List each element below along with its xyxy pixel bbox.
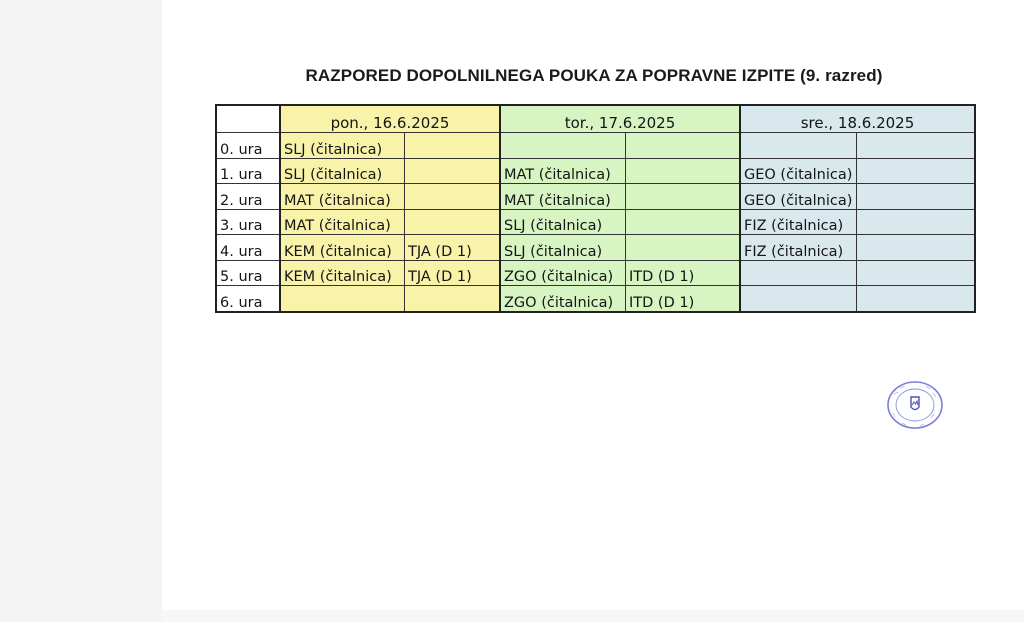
wednesday-slot-secondary <box>857 209 976 235</box>
monday-slot-primary: MAT (čitalnica) <box>280 209 405 235</box>
wednesday-slot-primary: GEO (čitalnica) <box>740 158 857 184</box>
monday-slot-secondary: TJA (D 1) <box>405 260 501 286</box>
monday-slot-secondary <box>405 133 501 159</box>
tuesday-slot-primary: ZGO (čitalnica) <box>500 260 626 286</box>
monday-slot-primary <box>280 286 405 312</box>
wednesday-slot-primary: FIZ (čitalnica) <box>740 209 857 235</box>
wednesday-slot-secondary <box>857 184 976 210</box>
tuesday-slot-secondary <box>626 209 741 235</box>
tuesday-slot-secondary <box>626 133 741 159</box>
table-row <box>216 184 975 210</box>
wednesday-slot-primary <box>740 286 857 312</box>
tuesday-slot-secondary <box>626 184 741 210</box>
table-row <box>216 235 975 261</box>
monday-slot-secondary <box>405 158 501 184</box>
wednesday-slot-primary <box>740 260 857 286</box>
wednesday-slot-secondary <box>857 133 976 159</box>
table-header-row <box>216 105 975 133</box>
period-label: 2. ura <box>216 184 280 210</box>
monday-slot-secondary <box>405 184 501 210</box>
corner-cell <box>216 105 280 133</box>
period-label: 0. ura <box>216 133 280 159</box>
wednesday-slot-secondary <box>857 260 976 286</box>
day-header-tuesday: tor., 17.6.2025 <box>500 105 740 133</box>
monday-slot-primary: MAT (čitalnica) <box>280 184 405 210</box>
monday-slot-primary: KEM (čitalnica) <box>280 235 405 261</box>
table-row <box>216 286 975 312</box>
wednesday-slot-primary: GEO (čitalnica) <box>740 184 857 210</box>
table-row <box>216 209 975 235</box>
monday-slot-primary: SLJ (čitalnica) <box>280 133 405 159</box>
tuesday-slot-primary: SLJ (čitalnica) <box>500 209 626 235</box>
wednesday-slot-secondary <box>857 286 976 312</box>
tuesday-slot-primary: ZGO (čitalnica) <box>500 286 626 312</box>
day-header-monday: pon., 16.6.2025 <box>280 105 500 133</box>
page-title: RAZPORED DOPOLNILNEGA POUKA ZA POPRAVNE IZPITE (9. razred) <box>305 66 883 85</box>
monday-slot-secondary <box>405 286 501 312</box>
schedule-table <box>215 104 976 313</box>
monday-slot-primary: KEM (čitalnica) <box>280 260 405 286</box>
tuesday-slot-primary: MAT (čitalnica) <box>500 158 626 184</box>
table-row <box>216 260 975 286</box>
period-label: 5. ura <box>216 260 280 286</box>
period-label: 3. ura <box>216 209 280 235</box>
tuesday-slot-primary: MAT (čitalnica) <box>500 184 626 210</box>
table-row <box>216 158 975 184</box>
period-label: 1. ura <box>216 158 280 184</box>
table-row <box>216 133 975 159</box>
scan-margin <box>0 0 162 622</box>
tuesday-slot-secondary: ITD (D 1) <box>626 286 741 312</box>
official-stamp-icon <box>886 380 944 430</box>
wednesday-slot-primary: FIZ (čitalnica) <box>740 235 857 261</box>
period-label: 6. ura <box>216 286 280 312</box>
wednesday-slot-secondary <box>857 235 976 261</box>
wednesday-slot-primary <box>740 133 857 159</box>
monday-slot-secondary: TJA (D 1) <box>405 235 501 261</box>
period-label: 4. ura <box>216 235 280 261</box>
tuesday-slot-secondary: ITD (D 1) <box>626 260 741 286</box>
tuesday-slot-secondary <box>626 235 741 261</box>
tuesday-slot-primary <box>500 133 626 159</box>
monday-slot-primary: SLJ (čitalnica) <box>280 158 405 184</box>
tuesday-slot-primary: SLJ (čitalnica) <box>500 235 626 261</box>
monday-slot-secondary <box>405 209 501 235</box>
wednesday-slot-secondary <box>857 158 976 184</box>
tuesday-slot-secondary <box>626 158 741 184</box>
day-header-wednesday: sre., 18.6.2025 <box>740 105 975 133</box>
